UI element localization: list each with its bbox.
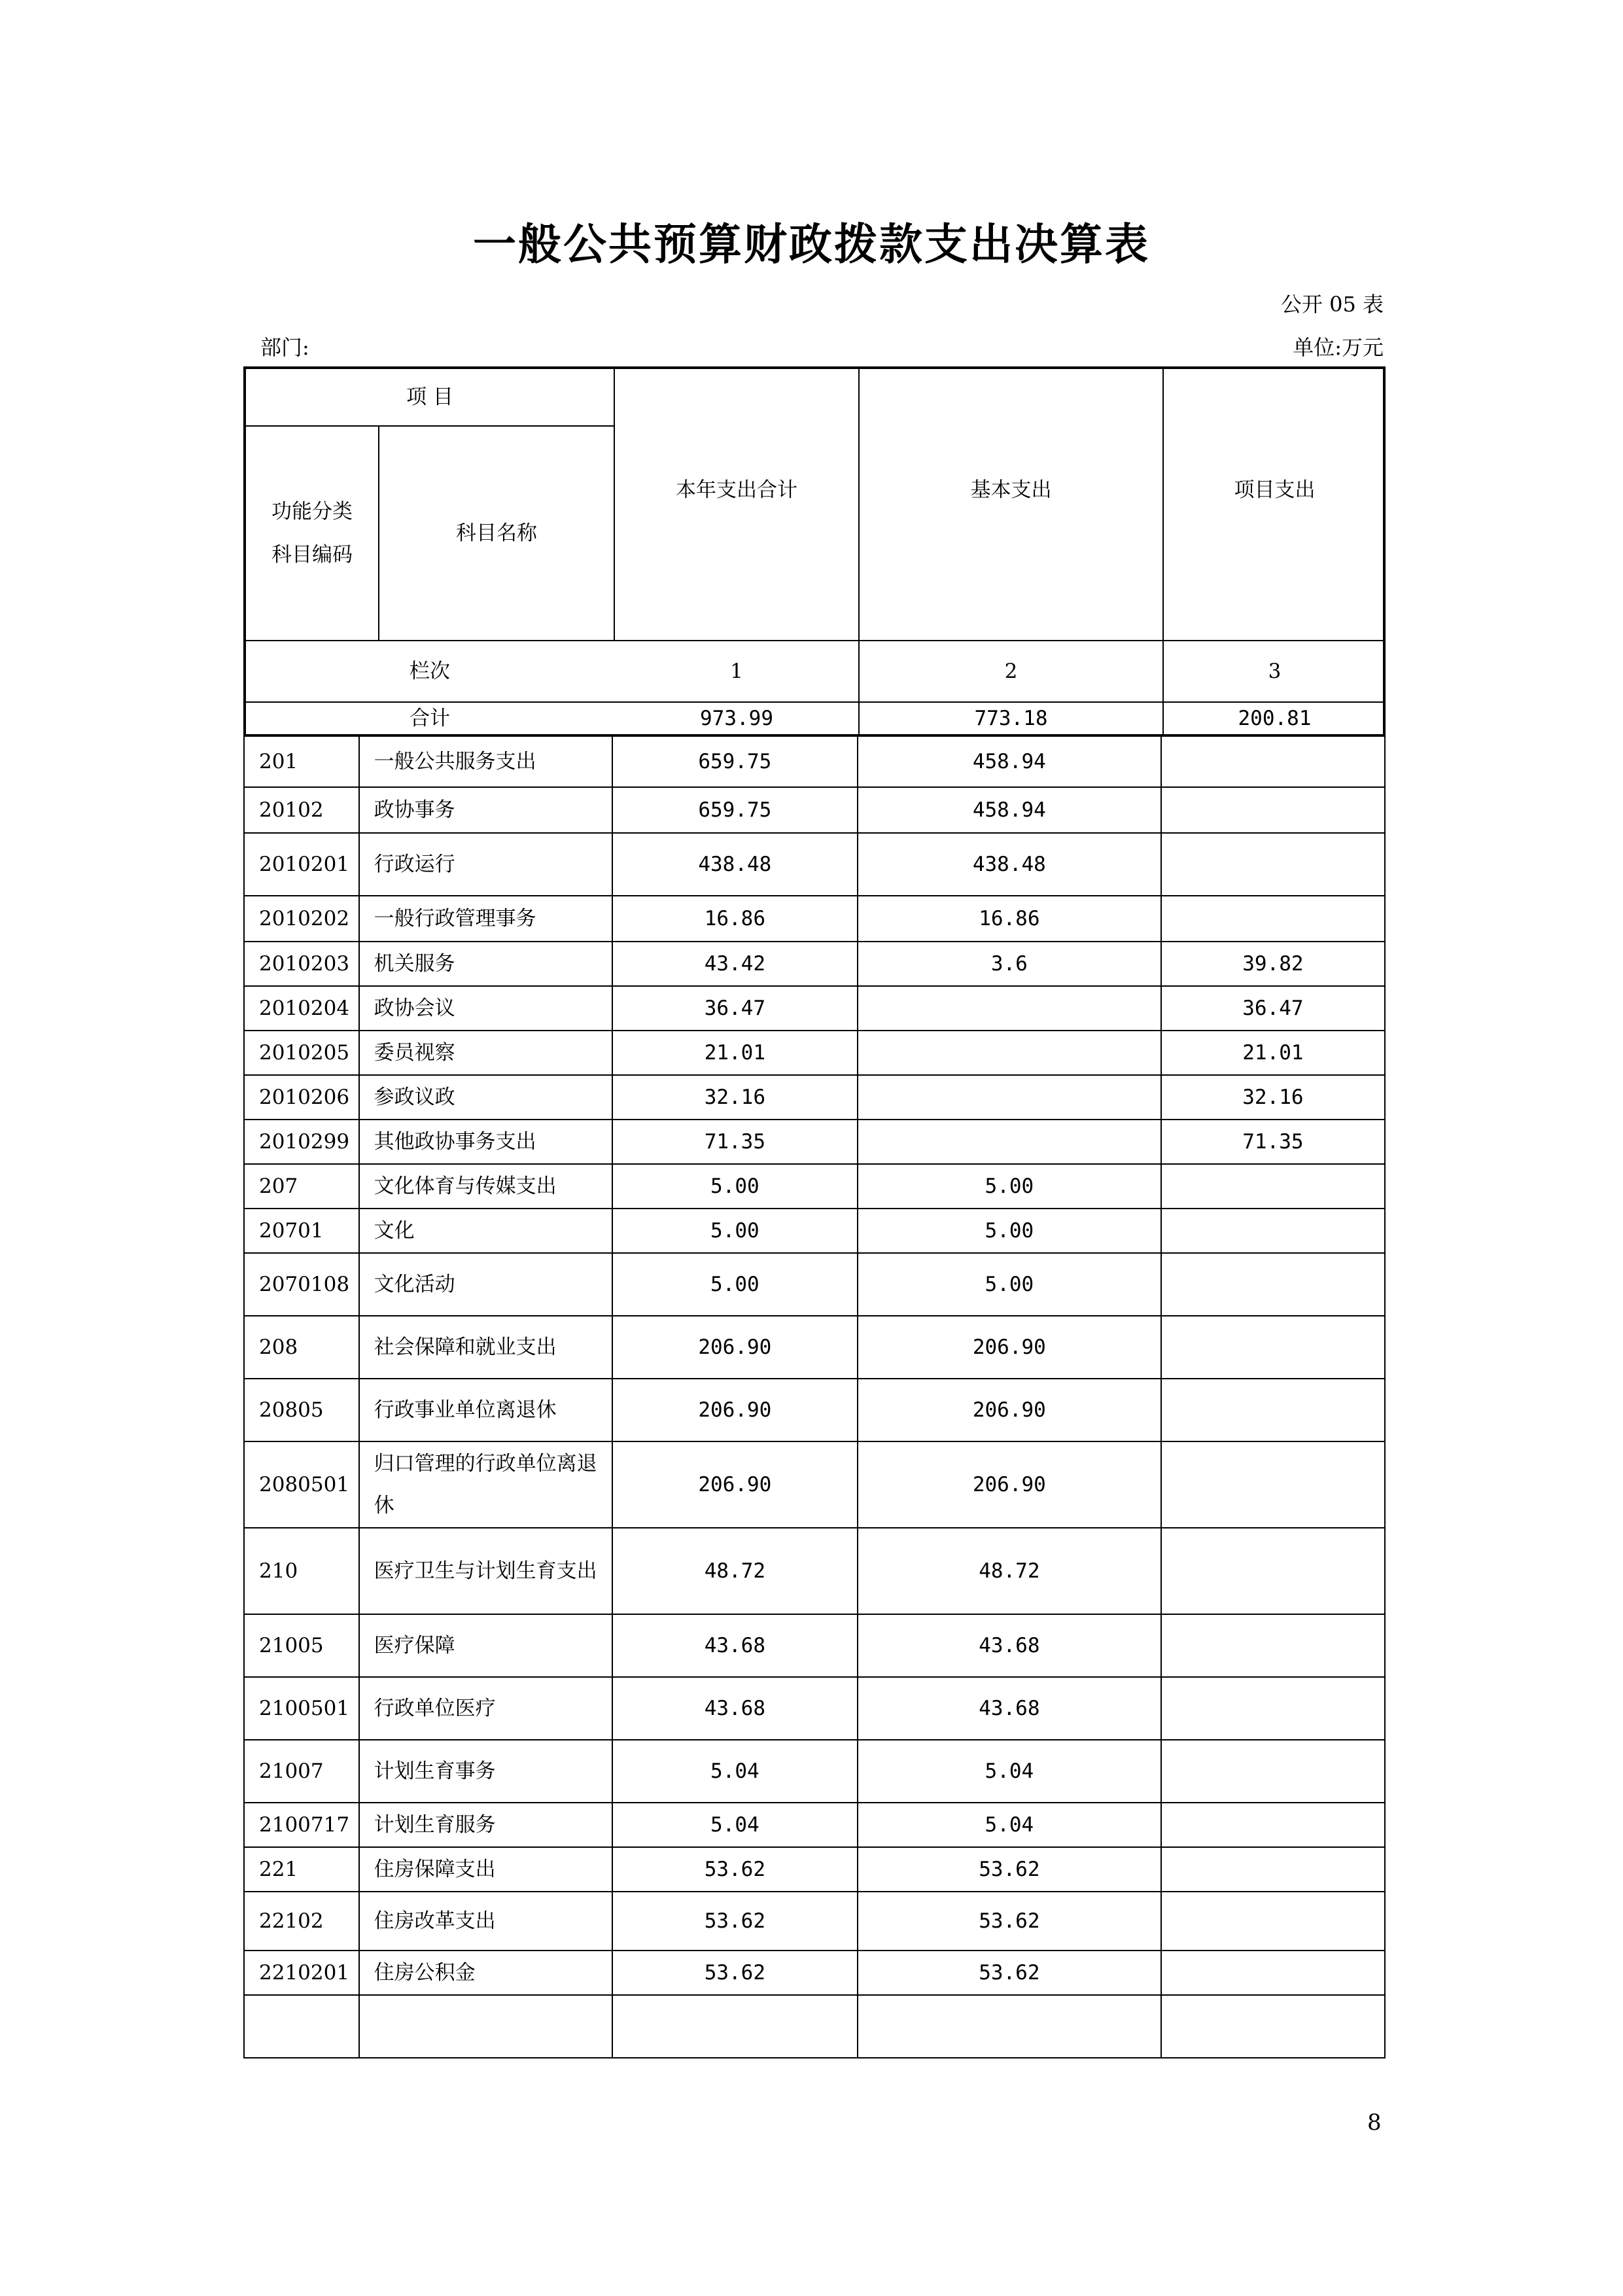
row-total: 5.00	[613, 1165, 858, 1208]
table-row	[243, 1076, 1386, 1120]
row-project: 21.01	[1242, 1041, 1304, 1065]
row-total: 43.68	[613, 1615, 858, 1676]
row-code: 2010201	[245, 834, 360, 895]
row-total: 206.90	[613, 1316, 858, 1378]
row-project	[1162, 1892, 1384, 1950]
row-project	[1162, 1254, 1384, 1315]
row-basic	[858, 987, 1162, 1030]
sum-label: 合计	[410, 707, 450, 730]
column-no-label: 栏次	[410, 660, 450, 683]
row-project	[1162, 1678, 1384, 1739]
table-row	[243, 1740, 1386, 1803]
row-basic: 438.48	[858, 834, 1162, 895]
row-basic	[858, 1031, 1162, 1074]
row-name: 政协会议	[360, 987, 613, 1030]
row-total: 206.90	[613, 1442, 858, 1527]
row-project	[1162, 834, 1384, 895]
row-project	[1162, 1165, 1384, 1208]
header-func-code-line1: 功能分类	[271, 500, 353, 523]
row-total: 71.35	[613, 1120, 858, 1163]
row-name: 文化	[360, 1209, 613, 1252]
row-project	[1162, 1951, 1384, 1994]
row-total: 5.00	[613, 1209, 858, 1252]
header-func-code-line2: 科目编码	[271, 543, 353, 567]
row-basic: 53.62	[858, 1951, 1162, 1994]
sum-project: 200.81	[1238, 707, 1312, 730]
row-project: 71.35	[1242, 1130, 1304, 1154]
row-code: 210	[245, 1528, 360, 1614]
row-code: 207	[245, 1165, 360, 1208]
row-total: 5.04	[613, 1803, 858, 1846]
row-total: 48.72	[613, 1528, 858, 1614]
table-row	[243, 987, 1386, 1031]
row-name: 计划生育事务	[360, 1740, 613, 1802]
table-row	[243, 1379, 1386, 1442]
table-row	[243, 1996, 1386, 2058]
table-row	[243, 1892, 1386, 1951]
table-row	[243, 1209, 1386, 1254]
row-name: 政协事务	[360, 788, 613, 832]
table-row	[243, 1120, 1386, 1165]
row-project	[1162, 737, 1384, 786]
row-code: 201	[245, 737, 360, 786]
row-total	[613, 1996, 858, 2057]
column-no-1: 1	[730, 660, 743, 683]
header-col-basic: 基本支出	[970, 478, 1052, 502]
row-code: 20102	[245, 788, 360, 832]
table-row	[243, 896, 1386, 942]
row-total: 53.62	[613, 1951, 858, 1994]
row-total: 21.01	[613, 1031, 858, 1074]
row-project	[1162, 1615, 1384, 1676]
row-code: 2010205	[245, 1031, 360, 1074]
row-name: 一般行政管理事务	[360, 896, 613, 941]
row-code: 2010203	[245, 942, 360, 985]
row-total: 43.42	[613, 942, 858, 985]
row-code: 21007	[245, 1740, 360, 1802]
row-name: 行政事业单位离退休	[360, 1379, 613, 1441]
row-code: 22102	[245, 1892, 360, 1950]
row-total: 5.00	[613, 1254, 858, 1315]
row-project	[1162, 1379, 1384, 1441]
table-body	[243, 737, 1386, 2058]
row-basic: 43.68	[858, 1678, 1162, 1739]
row-basic: 53.62	[858, 1848, 1162, 1891]
header-func-code	[246, 427, 378, 640]
row-code: 2010204	[245, 987, 360, 1030]
row-total: 206.90	[613, 1379, 858, 1441]
row-name	[360, 1996, 613, 2057]
page-number: 8	[1367, 2110, 1382, 2136]
row-total: 659.75	[613, 788, 858, 832]
row-name: 归口管理的行政单位离退休	[360, 1442, 613, 1527]
row-basic: 458.94	[858, 737, 1162, 786]
table-row	[243, 1951, 1386, 1996]
table-row	[243, 788, 1386, 834]
row-code: 2010299	[245, 1120, 360, 1163]
row-project	[1162, 1740, 1384, 1802]
row-project	[1162, 1316, 1384, 1378]
header-subject-name: 科目名称	[456, 521, 537, 545]
row-basic: 206.90	[858, 1442, 1162, 1527]
row-basic	[858, 1996, 1162, 2057]
row-total: 53.62	[613, 1848, 858, 1891]
row-basic: 5.04	[858, 1740, 1162, 1802]
row-code: 2010206	[245, 1076, 360, 1119]
row-project	[1162, 1528, 1384, 1614]
row-total: 43.68	[613, 1678, 858, 1739]
row-basic: 206.90	[858, 1379, 1162, 1441]
row-total: 32.16	[613, 1076, 858, 1119]
row-name: 委员视察	[360, 1031, 613, 1074]
row-code: 20701	[245, 1209, 360, 1252]
row-total: 53.62	[613, 1892, 858, 1950]
table-row	[243, 1615, 1386, 1678]
row-basic: 53.62	[858, 1892, 1162, 1950]
row-name: 行政单位医疗	[360, 1678, 613, 1739]
header-project: 项 目	[406, 385, 453, 409]
table-row	[243, 942, 1386, 987]
row-code: 21005	[245, 1615, 360, 1676]
row-name: 社会保障和就业支出	[360, 1316, 613, 1378]
row-name: 住房公积金	[360, 1951, 613, 1994]
row-basic: 16.86	[858, 896, 1162, 941]
header-col-total: 本年支出合计	[676, 478, 797, 502]
table-row	[243, 834, 1386, 896]
row-project	[1162, 896, 1384, 941]
page-title: 一般公共预算财政拨款支出决算表	[473, 219, 1150, 270]
row-basic: 3.6	[858, 942, 1162, 985]
row-total: 5.04	[613, 1740, 858, 1802]
row-basic: 5.04	[858, 1803, 1162, 1846]
department-label: 部门:	[260, 335, 309, 360]
unit-label: 单位:万元	[1293, 335, 1384, 360]
row-name: 一般公共服务支出	[360, 737, 613, 786]
table-row	[243, 1316, 1386, 1379]
column-no-3: 3	[1268, 660, 1282, 683]
row-code: 2010202	[245, 896, 360, 941]
row-basic	[858, 1076, 1162, 1119]
table-row	[243, 1442, 1386, 1528]
row-name: 住房改革支出	[360, 1892, 613, 1950]
row-project	[1162, 1442, 1384, 1527]
row-code: 2070108	[245, 1254, 360, 1315]
row-project	[1162, 788, 1384, 832]
row-code: 2080501	[245, 1442, 360, 1527]
row-name: 其他政协事务支出	[360, 1120, 613, 1163]
row-total: 16.86	[613, 896, 858, 941]
row-project: 36.47	[1242, 997, 1304, 1020]
table-row	[243, 1165, 1386, 1209]
row-basic: 5.00	[858, 1165, 1162, 1208]
row-name: 文化活动	[360, 1254, 613, 1315]
sum-total: 973.99	[700, 707, 773, 730]
table-row	[243, 1254, 1386, 1316]
form-number: 公开 05 表	[1280, 292, 1384, 317]
row-total: 36.47	[613, 987, 858, 1030]
row-name: 计划生育服务	[360, 1803, 613, 1846]
row-basic: 43.68	[858, 1615, 1162, 1676]
row-project	[1162, 1209, 1384, 1252]
table-row	[243, 1848, 1386, 1892]
row-project	[1162, 1996, 1384, 2057]
row-name: 行政运行	[360, 834, 613, 895]
row-name: 机关服务	[360, 942, 613, 985]
table-row	[243, 1803, 1386, 1848]
row-project: 32.16	[1242, 1086, 1304, 1109]
row-name: 医疗卫生与计划生育支出	[360, 1528, 613, 1614]
table-row	[243, 1031, 1386, 1076]
table-row	[243, 1528, 1386, 1615]
row-name: 住房保障支出	[360, 1848, 613, 1891]
row-basic: 48.72	[858, 1528, 1162, 1614]
row-project	[1162, 1848, 1384, 1891]
row-total: 438.48	[613, 834, 858, 895]
row-code: 208	[245, 1316, 360, 1378]
table-row	[243, 1678, 1386, 1740]
row-code	[245, 1996, 360, 2057]
row-code: 2100717	[245, 1803, 360, 1846]
table-row	[243, 737, 1386, 788]
sum-basic: 773.18	[974, 707, 1048, 730]
table-header	[243, 366, 1386, 737]
row-basic: 206.90	[858, 1316, 1162, 1378]
row-name: 医疗保障	[360, 1615, 613, 1676]
row-basic: 5.00	[858, 1209, 1162, 1252]
row-code: 221	[245, 1848, 360, 1891]
row-project: 39.82	[1242, 952, 1304, 976]
row-name: 参政议政	[360, 1076, 613, 1119]
row-basic: 5.00	[858, 1254, 1162, 1315]
row-total: 659.75	[613, 737, 858, 786]
row-code: 2100501	[245, 1678, 360, 1739]
row-basic	[858, 1120, 1162, 1163]
row-code: 20805	[245, 1379, 360, 1441]
column-no-2: 2	[1004, 660, 1018, 683]
row-code: 2210201	[245, 1951, 360, 1994]
row-basic: 458.94	[858, 788, 1162, 832]
header-col-project: 项目支出	[1234, 478, 1316, 502]
row-project	[1162, 1803, 1384, 1846]
row-name: 文化体育与传媒支出	[360, 1165, 613, 1208]
